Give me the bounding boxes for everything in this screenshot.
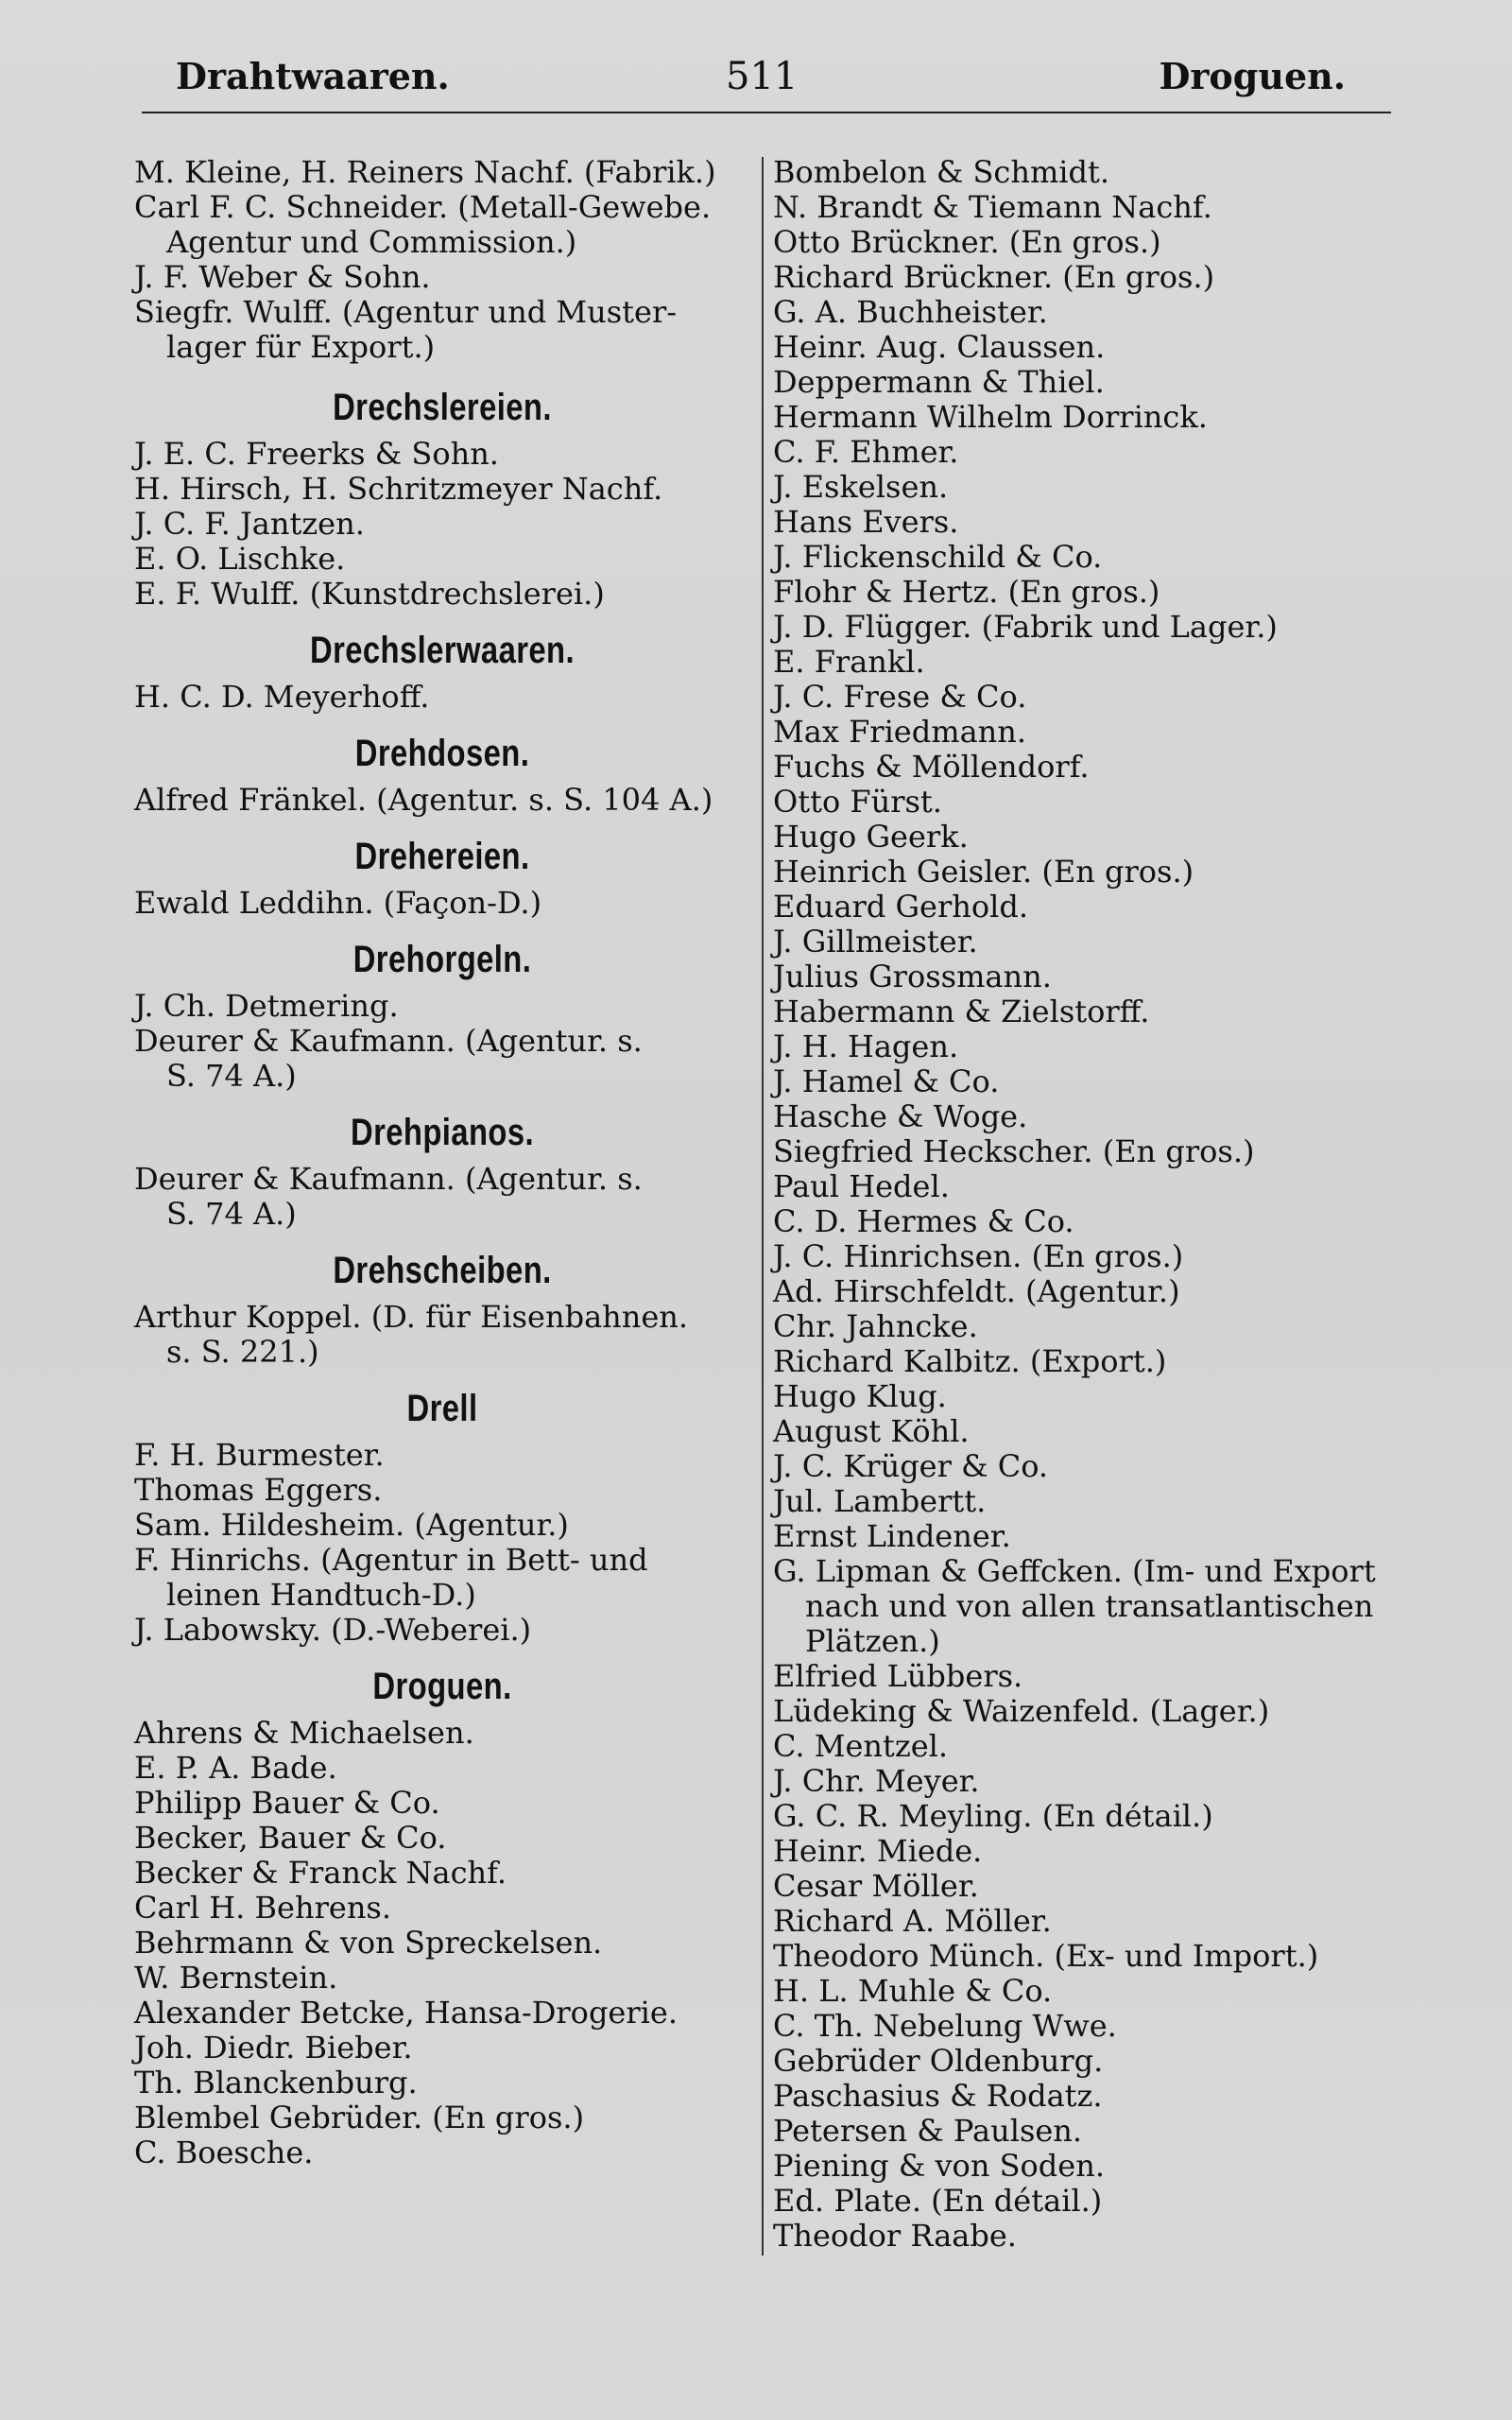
entry-line: Thomas Eggers. (134, 1472, 383, 1508)
directory-entry (773, 1344, 1397, 1379)
directory-entry (773, 1904, 1397, 1939)
left-column (134, 155, 750, 2170)
entry-line: Deurer & Kaufmann. (Agentur. s. (134, 1023, 643, 1059)
entry-line: Hans Evers. (773, 504, 959, 540)
directory-entry (134, 1786, 750, 1821)
entry-line: N. Brandt & Tiemann Nachf. (773, 189, 1212, 225)
entry-line: E. Frankl. (773, 644, 925, 680)
directory-entry (773, 1869, 1397, 1904)
entry-line: Paschasius & Rodatz. (773, 2078, 1103, 2114)
directory-entry (773, 1834, 1397, 1869)
directory-entry (773, 645, 1397, 680)
entry-line: Behrmann & von Spreckelsen. (134, 1925, 603, 1961)
directory-entry (134, 1961, 750, 1996)
entry-line: Deurer & Kaufmann. (Agentur. s. (134, 1161, 643, 1197)
entry-continuation-line: nach und von allen transatlantischen (805, 1588, 1374, 1624)
directory-entry (773, 785, 1397, 820)
entry-line: C. F. Ehmer. (773, 434, 959, 470)
directory-entry (134, 1543, 750, 1613)
entry-line: Jul. Lambertt. (773, 1483, 987, 1519)
directory-entry (773, 540, 1397, 575)
directory-entry (773, 470, 1397, 505)
entry-line: Ad. Hirschfeldt. (Agentur.) (773, 1273, 1180, 1309)
directory-entry (773, 330, 1397, 365)
entry-line: Flohr & Hertz. (En gros.) (773, 574, 1160, 610)
entry-line: J. C. F. Jantzen. (134, 506, 365, 542)
directory-entry (773, 1169, 1397, 1204)
directory-entry (773, 2184, 1397, 2219)
directory-entry (134, 260, 750, 295)
directory-entry (134, 190, 750, 260)
entry-line: Chr. Jahncke. (773, 1308, 978, 1344)
entry-line: Paul Hedel. (773, 1168, 950, 1204)
directory-entry (134, 1162, 750, 1232)
entry-line: Theodor Raabe. (773, 2218, 1017, 2254)
directory-entry (134, 437, 750, 472)
directory-entry (773, 680, 1397, 715)
directory-entry (134, 1508, 750, 1543)
directory-entry (773, 750, 1397, 785)
directory-entry (773, 1519, 1397, 1554)
directory-entry (773, 435, 1397, 470)
directory-entry (773, 1694, 1397, 1729)
directory-entry (773, 890, 1397, 925)
entry-continuation-line: S. 74 A.) (166, 1058, 297, 1094)
entry-line: C. Th. Nebelung Wwe. (773, 2008, 1117, 2044)
section-heading: Drechslereien. (333, 387, 552, 428)
directory-entry (134, 1996, 750, 2031)
directory-entry (773, 610, 1397, 645)
entry-line: Hermann Wilhelm Dorrinck. (773, 399, 1208, 435)
entry-line: Richard Kalbitz. (Export.) (773, 1343, 1167, 1379)
directory-entry (134, 783, 750, 818)
directory-entry (134, 1751, 750, 1786)
section-heading: Drehereien. (354, 836, 530, 877)
directory-entry (773, 400, 1397, 435)
entry-line: Alfred Fränkel. (Agentur. s. S. 104 A.) (134, 782, 713, 818)
entry-line: H. L. Muhle & Co. (773, 1973, 1053, 2009)
directory-entry (773, 1659, 1397, 1694)
directory-entry (134, 2100, 750, 2135)
directory-entry (773, 365, 1397, 400)
directory-entry (773, 155, 1397, 190)
directory-entry (134, 1926, 750, 1961)
entry-line: Eduard Gerhold. (773, 889, 1029, 925)
entry-line: Otto Fürst. (773, 784, 942, 820)
entry-line: H. C. D. Meyerhoff. (134, 679, 430, 715)
entry-line: J. D. Flügger. (Fabrik und Lager.) (773, 609, 1278, 645)
entry-line: J. Gillmeister. (773, 924, 978, 959)
entry-line: H. Hirsch, H. Schritzmeyer Nachf. (134, 471, 663, 507)
entry-line: Richard A. Möller. (773, 1903, 1052, 1939)
entry-line: F. Hinrichs. (Agentur in Bett- und (134, 1542, 648, 1578)
entry-line: Heinrich Geisler. (En gros.) (773, 854, 1194, 890)
entry-line: J. Chr. Meyer. (773, 1763, 980, 1799)
directory-entry (773, 2079, 1397, 2114)
entry-line: Ernst Lindener. (773, 1518, 1011, 1554)
entry-line: Julius Grossmann. (773, 959, 1052, 994)
directory-entry (773, 2219, 1397, 2254)
entry-line: Heinr. Aug. Claussen. (773, 329, 1106, 365)
directory-entry (773, 295, 1397, 330)
directory-entry (773, 1764, 1397, 1799)
entry-line: Theodoro Münch. (Ex- und Import.) (773, 1938, 1319, 1974)
directory-entry (134, 1891, 750, 1926)
directory-entry (773, 715, 1397, 750)
section-heading: Drehorgeln. (352, 939, 532, 980)
entry-line: Blembel Gebrüder. (En gros.) (134, 2100, 585, 2135)
entry-line: J. H. Hagen. (773, 1028, 959, 1064)
entry-line: Th. Blanckenburg. (134, 2065, 418, 2100)
directory-entry (773, 1029, 1397, 1064)
entry-line: Carl F. C. Schneider. (Metall-Gewebe. (134, 189, 712, 225)
directory-entry (134, 2066, 750, 2100)
entry-continuation-line: S. 74 A.) (166, 1196, 297, 1232)
directory-entry (773, 1729, 1397, 1764)
directory-entry (773, 225, 1397, 260)
section-heading: Drell (406, 1388, 478, 1429)
right-column (773, 155, 1397, 2254)
directory-entry (773, 2009, 1397, 2044)
entry-line: Ewald Leddihn. (Façon-D.) (134, 885, 542, 921)
entry-line: Siegfr. Wulff. (Agentur und Muster- (134, 294, 678, 330)
directory-entry (134, 542, 750, 577)
running-head-right: Droguen. (1159, 55, 1346, 97)
entry-line: E. F. Wulff. (Kunstdrechslerei.) (134, 576, 605, 612)
entry-line: Siegfried Heckscher. (En gros.) (773, 1133, 1255, 1169)
entry-continuation-line: lager für Export.) (166, 329, 436, 365)
entry-line: Carl H. Behrens. (134, 1890, 392, 1926)
entry-continuation-line: Plätzen.) (805, 1623, 940, 1659)
entry-line: C. Boesche. (134, 2135, 314, 2170)
directory-entry (773, 959, 1397, 994)
directory-entry (773, 505, 1397, 540)
directory-entry (134, 2135, 750, 2170)
directory-entry (773, 1379, 1397, 1414)
entry-continuation-line: leinen Handtuch-D.) (166, 1577, 476, 1613)
directory-entry (773, 1274, 1397, 1309)
running-head-left: Drahtwaaren. (176, 55, 450, 97)
directory-entry (773, 1099, 1397, 1134)
entry-line: W. Bernstein. (134, 1960, 338, 1996)
directory-entry (773, 1414, 1397, 1449)
entry-line: G. C. R. Meyling. (En détail.) (773, 1798, 1213, 1834)
directory-entry (134, 2031, 750, 2066)
section-heading: Drehpianos. (350, 1112, 535, 1153)
entry-line: Becker, Bauer & Co. (134, 1820, 447, 1856)
entry-line: Bombelon & Schmidt. (773, 154, 1110, 190)
entry-line: G. Lipman & Geffcken. (Im- und Export (773, 1553, 1376, 1589)
entry-line: Hugo Geerk. (773, 819, 969, 855)
directory-entry (773, 2149, 1397, 2184)
entry-line: Hasche & Woge. (773, 1098, 1028, 1134)
entry-line: Cesar Möller. (773, 1868, 979, 1904)
directory-entry (134, 886, 750, 921)
entry-line: Deppermann & Thiel. (773, 364, 1105, 400)
entry-line: J. Eskelsen. (773, 469, 949, 505)
directory-entry (773, 575, 1397, 610)
column-divider (762, 157, 764, 2256)
directory-entry (134, 1438, 750, 1473)
directory-entry (134, 989, 750, 1024)
section-heading: Droguen. (372, 1666, 512, 1707)
directory-entry (134, 1473, 750, 1508)
directory-entry (773, 2114, 1397, 2149)
entry-line: J. C. Krüger & Co. (773, 1448, 1049, 1484)
directory-entry (773, 925, 1397, 959)
page-header (142, 55, 1399, 108)
entry-line: C. Mentzel. (773, 1728, 949, 1764)
entry-line: J. Labowsky. (D.-Weberei.) (134, 1612, 532, 1648)
entry-line: Petersen & Paulsen. (773, 2113, 1083, 2149)
entry-line: Fuchs & Möllendorf. (773, 749, 1090, 785)
entry-line: Lüdeking & Waizenfeld. (Lager.) (773, 1693, 1270, 1729)
directory-entry (773, 1554, 1397, 1659)
directory-entry (773, 1974, 1397, 2009)
page-number: 511 (726, 55, 799, 98)
entry-continuation-line: s. S. 221.) (166, 1334, 319, 1370)
entry-line: Richard Brückner. (En gros.) (773, 259, 1215, 295)
entry-line: J. Hamel & Co. (773, 1063, 1000, 1099)
directory-entry (134, 1024, 750, 1094)
entry-line: Ed. Plate. (En détail.) (773, 2183, 1103, 2219)
directory-entry (134, 472, 750, 507)
entry-line: August Köhl. (773, 1413, 970, 1449)
directory-entry (134, 1856, 750, 1891)
entry-line: E. O. Lischke. (134, 541, 346, 577)
directory-entry (773, 1309, 1397, 1344)
entry-line: Ahrens & Michaelsen. (134, 1715, 474, 1751)
entry-line: Max Friedmann. (773, 714, 1027, 750)
entry-line: Arthur Koppel. (D. für Eisenbahnen. (134, 1299, 689, 1335)
entry-line: Elfried Lübbers. (773, 1658, 1023, 1694)
entry-line: Piening & von Soden. (773, 2148, 1105, 2184)
directory-entry (773, 1064, 1397, 1099)
directory-entry (773, 855, 1397, 890)
directory-entry (134, 1613, 750, 1648)
entry-line: G. A. Buchheister. (773, 294, 1048, 330)
entry-line: Alexander Betcke, Hansa-Drogerie. (134, 1995, 678, 2031)
directory-entry (134, 155, 750, 190)
entry-line: J. C. Hinrichsen. (En gros.) (773, 1238, 1184, 1274)
directory-entry (773, 994, 1397, 1029)
directory-entry (773, 260, 1397, 295)
section-heading: Drehdosen. (354, 733, 530, 774)
directory-entry (773, 1939, 1397, 1974)
directory-entry (134, 577, 750, 612)
entry-line: F. H. Burmester. (134, 1437, 385, 1473)
section-heading: Drehscheiben. (333, 1250, 552, 1291)
entry-line: J. E. C. Freerks & Sohn. (134, 436, 499, 472)
directory-entry (773, 1134, 1397, 1169)
directory-entry (134, 680, 750, 715)
directory-entry (134, 1300, 750, 1370)
entry-line: Philipp Bauer & Co. (134, 1785, 440, 1821)
entry-line: E. P. A. Bade. (134, 1750, 337, 1786)
entry-line: Becker & Franck Nachf. (134, 1855, 507, 1891)
directory-entry (773, 2044, 1397, 2079)
directory-entry (773, 1204, 1397, 1239)
entry-continuation-line: Agentur und Commission.) (166, 224, 577, 260)
entry-line: J. Flickenschild & Co. (773, 539, 1103, 575)
entry-line: Otto Brückner. (En gros.) (773, 224, 1161, 260)
entry-line: C. D. Hermes & Co. (773, 1203, 1074, 1239)
directory-entry (134, 1821, 750, 1856)
directory-entry (773, 1484, 1397, 1519)
directory-entry (773, 820, 1397, 855)
directory-entry (134, 1716, 750, 1751)
entry-line: J. C. Frese & Co. (773, 679, 1027, 715)
entry-line: Habermann & Zielstorff. (773, 994, 1150, 1029)
directory-entry (773, 1449, 1397, 1484)
entry-line: Sam. Hildesheim. (Agentur.) (134, 1507, 569, 1543)
directory-entry (773, 1799, 1397, 1834)
directory-entry (134, 295, 750, 365)
directory-entry (134, 507, 750, 542)
entry-line: J. F. Weber & Sohn. (134, 259, 431, 295)
entry-line: Joh. Diedr. Bieber. (134, 2030, 413, 2066)
entry-line: J. Ch. Detmering. (134, 988, 399, 1024)
entry-line: M. Kleine, H. Reiners Nachf. (Fabrik.) (134, 154, 716, 190)
directory-entry (773, 1239, 1397, 1274)
section-heading: Drechslerwaaren. (309, 630, 576, 671)
entry-line: Heinr. Miede. (773, 1833, 983, 1869)
header-rule (142, 112, 1391, 113)
directory-entry (773, 190, 1397, 225)
entry-line: Hugo Klug. (773, 1378, 947, 1414)
entry-line: Gebrüder Oldenburg. (773, 2043, 1104, 2079)
